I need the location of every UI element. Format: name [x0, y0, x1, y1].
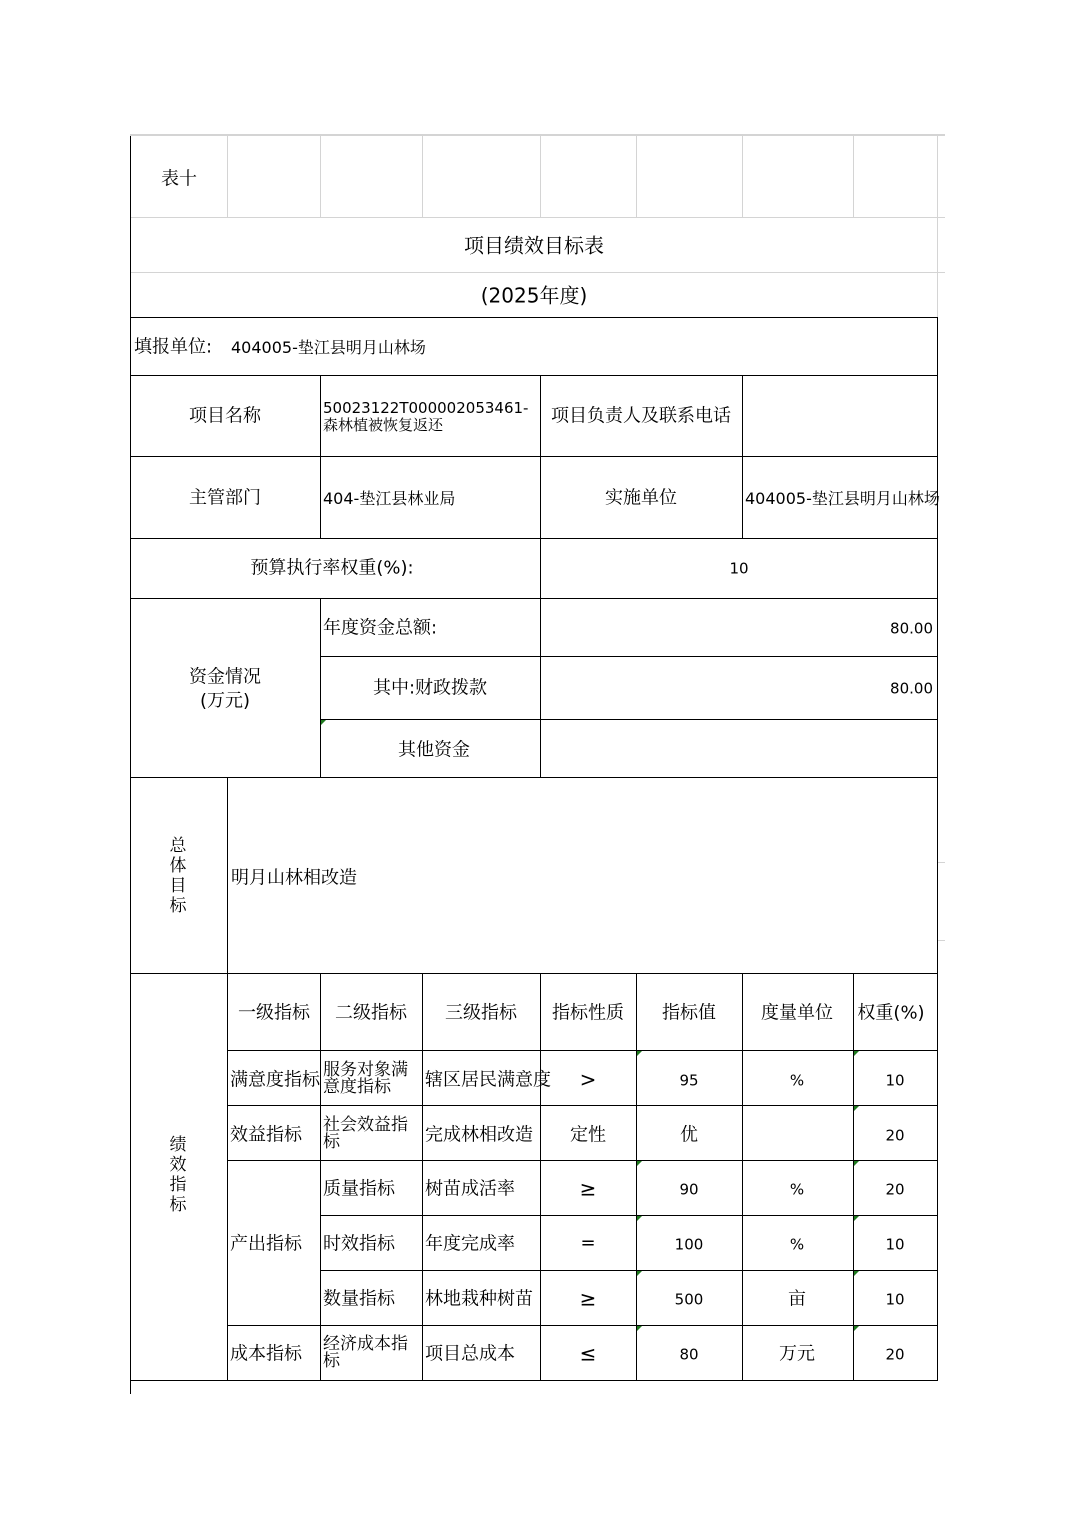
- gridline: [422, 136, 423, 217]
- header-unit: 度量单位: [761, 1002, 833, 1024]
- page-title: 项目绩效目标表: [464, 233, 604, 258]
- header-l2: 二级指标: [335, 1002, 407, 1024]
- border: [320, 719, 938, 720]
- header-nature: 指标性质: [552, 1002, 624, 1024]
- border: [742, 973, 743, 1381]
- row-l2: 经济成本指标: [323, 1334, 408, 1371]
- reporting-unit-value: 404005-垫江县明月山林场: [231, 337, 426, 357]
- row-l1: 成本指标: [230, 1343, 302, 1365]
- row-weight: 20: [885, 1126, 905, 1145]
- border: [130, 1380, 938, 1381]
- border: [540, 973, 541, 1381]
- gridline: [320, 136, 321, 217]
- row-l2: 时效指标: [323, 1233, 395, 1255]
- row-value: 90: [679, 1180, 699, 1199]
- border: [540, 538, 541, 778]
- border: [320, 656, 938, 657]
- funds-other-label: 其他资金: [398, 739, 470, 761]
- budget-weight-value: 10: [729, 559, 749, 578]
- funds-fiscal-value: 80.00: [890, 679, 933, 698]
- project-leader-label: 项目负责人及联系电话: [551, 405, 731, 427]
- gridline: [853, 136, 854, 217]
- border: [937, 317, 938, 1381]
- border: [227, 1105, 938, 1106]
- row-weight: 10: [885, 1290, 905, 1309]
- header-l1: 一级指标: [238, 1002, 310, 1024]
- border: [130, 973, 938, 974]
- impl-unit-value: 404005-垫江县明月山林场: [745, 488, 940, 508]
- row-value: 80: [679, 1345, 699, 1364]
- row-l2: 社会效益指标: [323, 1115, 408, 1152]
- cell-marker: [637, 1161, 642, 1166]
- gridline: [227, 136, 228, 217]
- row-value: 100: [674, 1235, 704, 1254]
- border: [422, 973, 423, 1381]
- department-value: 404-垫江县林业局: [323, 488, 456, 508]
- row-nature: =: [580, 1232, 596, 1254]
- cell-marker: [854, 1216, 859, 1221]
- border: [130, 598, 938, 599]
- border: [130, 777, 938, 778]
- border: [227, 777, 228, 1381]
- project-name-label: 项目名称: [189, 405, 261, 427]
- gridline: [636, 136, 637, 217]
- border: [130, 538, 938, 539]
- row-nature: ≥: [579, 1176, 597, 1201]
- border: [320, 375, 321, 538]
- header-l3: 三级指标: [445, 1002, 517, 1024]
- gridline: [937, 940, 945, 941]
- border: [227, 1050, 938, 1051]
- indicators-label: 绩效指标: [169, 1135, 187, 1215]
- header-value: 指标值: [662, 1002, 716, 1024]
- border: [227, 1160, 938, 1161]
- row-weight: 20: [885, 1345, 905, 1364]
- border: [636, 973, 637, 1381]
- row-nature: ≤: [579, 1341, 597, 1366]
- row-l1: 效益指标: [230, 1124, 302, 1146]
- row-unit: 亩: [788, 1288, 806, 1310]
- row-weight: 20: [885, 1180, 905, 1199]
- row-weight: 10: [885, 1235, 905, 1254]
- goal-label: 总体目标: [169, 836, 187, 916]
- gridline: [130, 134, 945, 136]
- row-l3: 树苗成活率: [425, 1178, 515, 1200]
- budget-weight-label: 预算执行率权重(%):: [250, 557, 414, 579]
- cell-marker: [637, 1216, 642, 1221]
- border: [130, 317, 938, 318]
- border: [320, 1215, 938, 1216]
- row-value: 95: [679, 1071, 699, 1090]
- border: [320, 973, 321, 1381]
- border: [227, 1325, 938, 1326]
- project-name-value: 50023122T000002053461-森林植被恢复返还: [323, 399, 529, 434]
- border: [320, 1270, 938, 1271]
- border: [540, 375, 541, 538]
- table-number: 表十: [161, 168, 197, 190]
- reporting-unit-label: 填报单位:: [134, 336, 213, 358]
- border: [130, 136, 131, 1394]
- border: [320, 598, 321, 778]
- cell-marker: [637, 1271, 642, 1276]
- cell-marker: [321, 720, 326, 725]
- row-l3: 完成林相改造: [425, 1124, 533, 1146]
- cell-marker: [637, 1051, 642, 1056]
- row-unit: %: [789, 1071, 805, 1090]
- gridline: [130, 217, 945, 218]
- row-l3: 林地栽种树苗: [425, 1288, 533, 1310]
- department-label: 主管部门: [189, 487, 261, 509]
- row-unit: %: [789, 1235, 805, 1254]
- gridline: [937, 862, 945, 863]
- funds-fiscal-label: 其中:财政拨款: [372, 677, 488, 699]
- cell-marker: [854, 1326, 859, 1331]
- page-subtitle-year: (2025年度): [480, 283, 588, 308]
- row-l1: 产出指标: [230, 1233, 302, 1255]
- header-weight: 权重(%): [857, 1002, 925, 1024]
- row-unit: 万元: [779, 1343, 815, 1365]
- cell-marker: [854, 1161, 859, 1166]
- row-nature: ≥: [579, 1286, 597, 1311]
- row-nature: >: [579, 1067, 597, 1092]
- border: [130, 375, 938, 376]
- row-l1: 满意度指标: [230, 1069, 320, 1091]
- cell-marker: [854, 1051, 859, 1056]
- goal-value: 明月山林相改造: [231, 867, 357, 889]
- border: [130, 456, 938, 457]
- row-weight: 10: [885, 1071, 905, 1090]
- row-l3: 年度完成率: [425, 1233, 515, 1255]
- border: [742, 375, 743, 538]
- row-nature: 定性: [570, 1124, 606, 1146]
- funds-total-label: 年度资金总额:: [323, 617, 438, 639]
- impl-unit-label: 实施单位: [605, 487, 677, 509]
- row-l2: 数量指标: [323, 1288, 395, 1310]
- gridline: [130, 272, 945, 273]
- funds-total-value: 80.00: [890, 619, 933, 638]
- gridline: [742, 136, 743, 217]
- funds-unit: (万元): [199, 690, 251, 712]
- row-l2: 质量指标: [323, 1178, 395, 1200]
- row-unit: %: [789, 1180, 805, 1199]
- row-value: 优: [680, 1124, 698, 1146]
- border: [853, 973, 854, 1381]
- row-l3: 辖区居民满意度: [425, 1069, 551, 1091]
- cell-marker: [854, 1106, 859, 1111]
- funds-label: 资金情况: [189, 666, 261, 688]
- gridline: [540, 136, 541, 217]
- row-l2: 服务对象满意度指标: [323, 1060, 408, 1097]
- cell-marker: [637, 1326, 642, 1331]
- row-value: 500: [674, 1290, 704, 1309]
- cell-marker: [854, 1271, 859, 1276]
- row-l3: 项目总成本: [425, 1343, 515, 1365]
